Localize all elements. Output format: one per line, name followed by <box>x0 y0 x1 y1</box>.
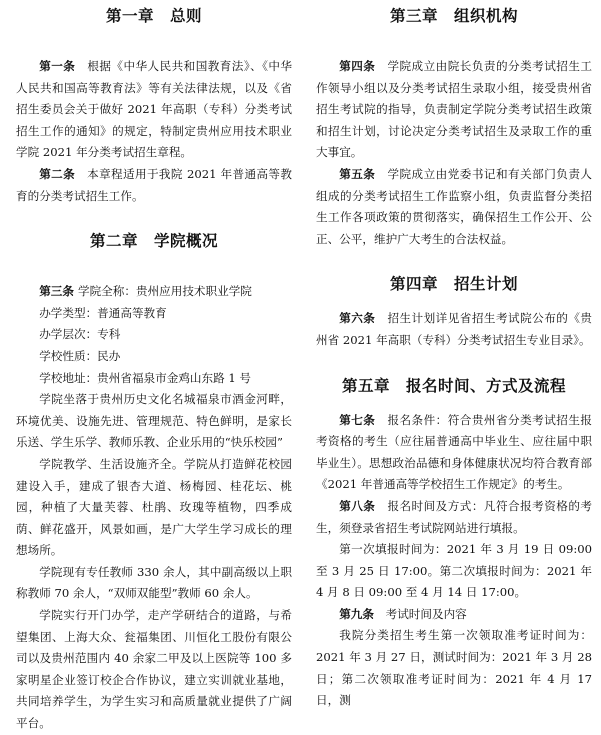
chapter-3-title: 第三章 组织机构 <box>389 7 518 25</box>
chapter-4-title: 第四章 招生计划 <box>389 275 518 294</box>
article-8-text: 报名时间及方式：凡符合报考资格的考生，须登录省招生考试院网站进行填报。 <box>316 498 592 535</box>
overview-paragraph-1: 学院坐落于贵州历史文化名城福泉市酒金河畔，环境优美、设施先进、管理规范、特色鲜明，是家长乐送、学生乐学、教师乐教、企业乐用的“快乐校园” <box>16 392 292 450</box>
overview-paragraph-2: 学院教学、生活设施齐全。学院从打造鲜花校园建设入手，建成了银杏大道、杨梅园、桂花坛、桃园，种植了大量芙蓉、杜鹃、玫瑰等植物，四季成荫、鲜花盛开，风景如画，是广大学生学习成长的理想场所。 <box>16 456 292 558</box>
article-1-label: 第一条 <box>39 59 76 73</box>
article-4-label: 第四条 <box>339 59 376 73</box>
article-7-label: 第七条 <box>339 412 376 427</box>
school-type: 办学类型：普通高等教育 <box>39 305 167 320</box>
school-nature: 学校性质：民办 <box>39 348 121 363</box>
article-4 <box>316 56 592 164</box>
school-full-name: 学院全称：贵州应用技术职业学院 <box>77 284 252 299</box>
school-level: 办学层次：专科 <box>39 327 121 342</box>
article-8-label: 第八条 <box>339 498 376 513</box>
article-3 <box>16 281 292 303</box>
chapter-1-title: 第一章 总则 <box>105 7 202 25</box>
article-1-text: 根据《中华人民共和国教育法》、《中华人民共和国高等教育法》等有关法律法规，以及《省招生委员会关于做好 2021 年高职（专科）分类考试招生工作的通知》的规定，特制定贵州应用技术职业学院 2021 年分类考试招生章程。 <box>16 59 292 160</box>
article-5-text: 学院成立由党委书记和有关部门负责人组成的分类考试招生工作监察小组，负责监督分类招生工作各项政策的贯彻落实，确保招生工作公开、公正、公平，维护广大考生的合法权益。 <box>316 166 592 246</box>
left-column <box>16 0 292 735</box>
overview-paragraph-3: 学院现有专任教师 330 余人，其中副高级以上职称教师 70 余人，“双师双能型”教师 60 余人。 <box>16 564 292 601</box>
article-7 <box>316 410 592 496</box>
article-3-label: 第三条 <box>39 284 74 299</box>
article-2 <box>16 164 292 207</box>
article-9-text: 考试时间及内容 <box>385 606 467 621</box>
article-1 <box>16 56 292 164</box>
article-5 <box>316 164 592 250</box>
article-6-label: 第六条 <box>339 311 376 326</box>
article-8-times: 第一次填报时间为：2021 年 3 月 19 日 09:00 至 3 月 25 日 17:00。第二次填报时间为：2021 年 4 月 8 日 09:00 至 4 月 14 日 17:00。 <box>316 542 592 600</box>
article-5-label: 第五条 <box>339 166 376 181</box>
right-column <box>316 0 592 712</box>
article-7-text: 报名条件：符合贵州省分类考试招生报考资格的考生（应往届普通高中毕业生、应往届中职毕业生）。思想政治品德和身体健康状况均符合教育部《2021 年普通高等学校招生工作规定》的考生。 <box>316 412 592 492</box>
article-9 <box>316 604 592 626</box>
article-4-text: 学院成立由院长负责的分类考试招生工作领导小组以及分类考试招生录取小组，接受贵州省招生考试院的指导，负责制定学院分类考试招生政策和招生计划，讨论决定分类考试招生及录取工作的重大事宜。 <box>316 59 592 160</box>
overview-paragraph-4: 学院实行开门办学，走产学研结合的道路，与希望集团、上海大众、瓮福集团、川恒化工股份有限公司以及贵州范围内 40 余家二甲及以上医院等 100 多家明星企业签订校企合作协议，建立实训就业基地，共同培养学生，为学生实习和高质量就业提供了广阔平台。 <box>16 608 292 731</box>
article-9-paragraph: 我院分类招生考生第一次领取准考证时间为：2021 年 3 月 27 日，测试时间为：2021 年 3 月 28 日；第二次领取准考证时间为：2021 年 4 月 17 日，测 <box>316 628 592 708</box>
article-2-text: 本章程适用于我院 2021 年普通高等教育的分类考试招生工作。 <box>16 166 292 203</box>
school-address: 学校地址：贵州省福泉市金鸡山东路 1 号 <box>39 370 252 385</box>
article-8 <box>316 496 592 539</box>
chapter-5-title: 第五章 报名时间、方式及流程 <box>341 376 566 395</box>
chapter-2-title: 第二章 学院概况 <box>89 232 218 251</box>
article-6-text: 招生计划详见省招生考试院公布的《贵州省 2021 年高职（专科）分类考试招生专业目录》。 <box>316 311 592 347</box>
article-2-label: 第二条 <box>39 166 76 181</box>
article-6 <box>316 308 592 351</box>
article-9-label: 第九条 <box>339 606 374 621</box>
